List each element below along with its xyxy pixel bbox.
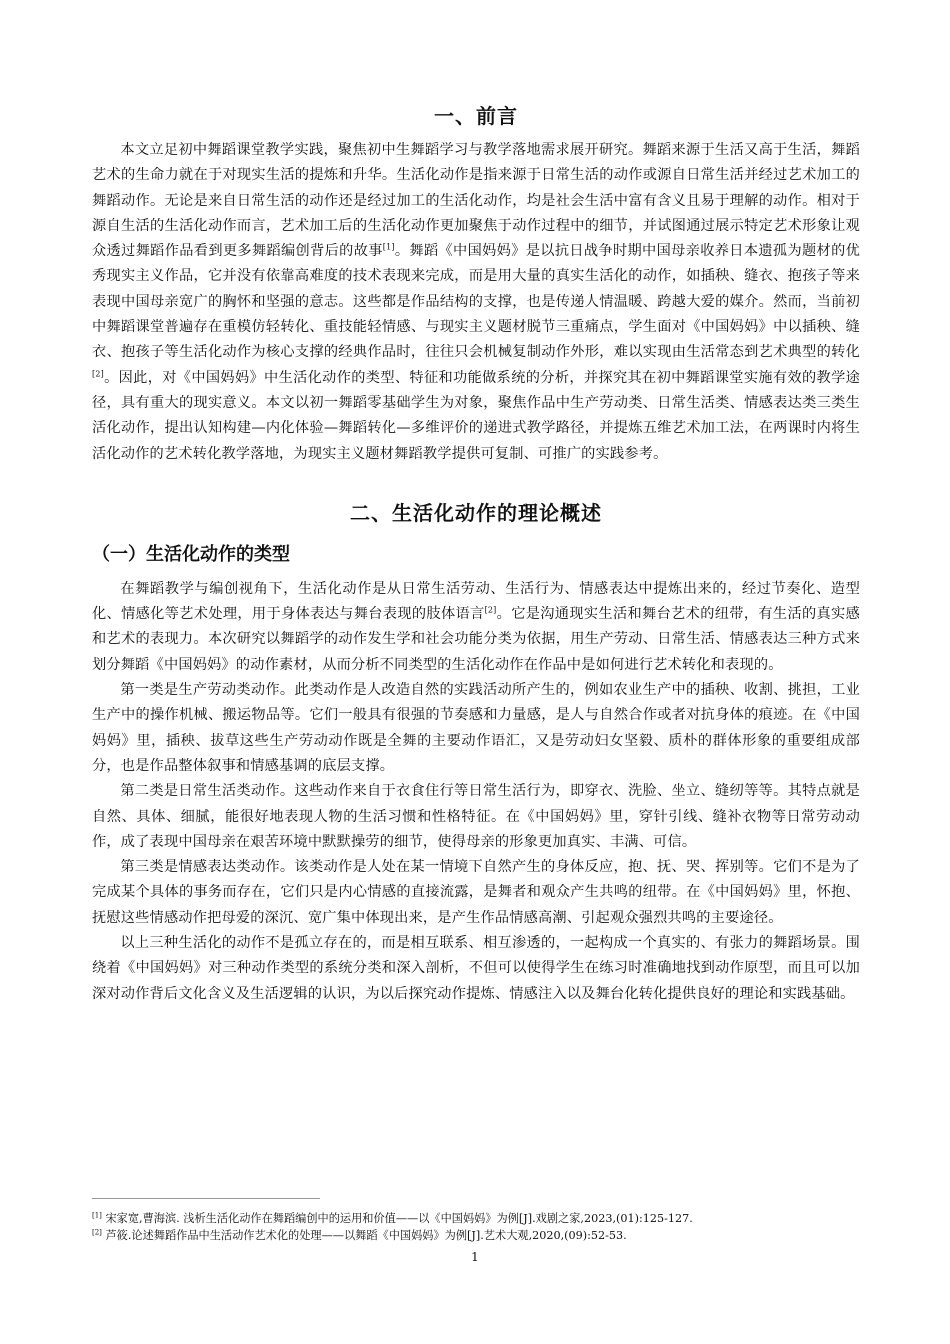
paragraph-definition [92,577,860,678]
intro-text-2: 。舞蹈《中国妈妈》是以抗日战争时期中国母亲收养日本遗孤为题材的优秀现实主义作品，它并没有依靠高难度的技术表现来完成，而是用大量的真实生活化的动作，如插秧、缝衣、抱孩子等来表现中国母亲宽广的胸怀和坚强的意志。这些都是作品结构的支撑，也是传递人情温暖、跨越大爱的媒介。然而，当前初中舞蹈课堂普遍存在重模仿轻转化、重技能轻情感、与现实主义题材脱节三重痛点，学生面对《中国妈妈》中以插秧、缝衣、抱孩子等生活化动作为核心支撑的经典作品时，往往只会机械复制动作外形，难以实现由生活常态到艺术典型的转化 [92,243,860,361]
citation-mark: [2] [92,368,104,378]
subsection-heading-types: （一）生活化动作的类型 [92,543,290,565]
footnote-mark: [1] [92,1211,102,1220]
footnote-text: 芦筱.论述舞蹈作品中生活动作艺术化的处理——以舞蹈《中国妈妈》为例[J].艺术大观,2020,(09):52-53. [105,1229,627,1242]
citation-mark: [2] [484,605,497,615]
intro-text-3: 。因此，对《中国妈妈》中生活化动作的类型、特征和功能做系统的分析，并探究其在初中舞蹈课堂实施有效的教学途径，具有重大的现实意义。本文以初一舞蹈零基础学生为对象，聚焦作品中生产劳动类、日常生活类、情感表达类三类生活化动作，提出认知构建—内化体验—舞蹈转化—多维评价的递进式教学路径，并提炼五维艺术加工法，在两课时内将生活化动作的艺术转化教学落地，为现实主义题材舞蹈教学提供可复制、可推广的实践参考。 [92,369,860,462]
paragraph-production-labor: 第一类是生产劳动类动作。此类动作是人改造自然的实践活动所产生的，例如农业生产中的插秧、收割、挑担，工业生产中的操作机械、搬运物品等。它们一般具有很强的节奏感和力量感，是人与自然合作或者对抗身体的痕迹。在《中国妈妈》里，插秧、拔草这些生产劳动动作既是全舞的主要动作语汇，又是劳动妇女坚毅、质朴的群体形象的重要组成部分，也是作品整体叙事和情感基调的底层支撑。 [92,682,860,774]
citation-mark: [1] [382,242,395,252]
intro-paragraph [92,138,860,467]
paragraph-text: 在舞蹈教学与编创视角下，生活化动作是从日常生活劳动、生活行为、情感表达中提炼出来的，经过节奏化、造型化、情感化等艺术处理，用于身体表达与舞台表现的肢体语言 [92,580,860,623]
section-heading-preface: 一、前言 [434,104,518,128]
footnote-text: 宋家宽,曹海滨. 浅析生活化动作在舞蹈编创中的运用和价值——以《中国妈妈》为例[J].戏剧之家,2023,(01):125-127. [105,1212,693,1225]
footnote-1 [92,1210,872,1227]
paragraph-summary: 以上三种生活化的动作不是孤立存在的，而是相互联系、相互渗透的，一起构成一个真实的、有张力的舞蹈场景。围绕着《中国妈妈》对三种动作类型的系统分类和深入剖析，不但可以使得学生在练习时准确地找到动作原型，而且可以加深对动作背后文化含义及生活逻辑的认识，为以后探究动作提炼、情感注入以及舞台化转化提供良好的理论和实践基础。 [92,935,860,1002]
section-heading-theory: 二、生活化动作的理论概述 [350,500,602,525]
main-content [92,100,860,1007]
intro-text-1: 本文立足初中舞蹈课堂教学实践，聚焦初中生舞蹈学习与教学落地需求展开研究。舞蹈来源于生活又高于生活，舞蹈艺术的生命力就在于对现实生活的提炼和升华。生活化动作是指来源于日常生活的动作或源自日常生活并经过艺术加工的舞蹈动作。无论是来自日常生活的动作还是经过加工的生活化动作，均是社会生活中富有含义且易于理解的动作。相对于源自生活的生活化动作而言，艺术加工后的生活化动作更加聚焦于动作过程中的细节，并试图通过展示特定艺术形象让观众透过舞蹈作品看到更多舞蹈编创背后的故事 [92,142,860,260]
paragraph-emotional-expression: 第三类是情感表达类动作。该类动作是人处在某一情境下自然产生的身体反应，抱、抚、哭、挥别等。它们不是为了完成某个具体的事务而存在，它们只是内心情感的直接流露，是舞者和观众产生共鸣的纽带。在《中国妈妈》里，怀抱、抚慰这些情感动作把母爱的深沉、宽广集中体现出来，是产生作品情感高潮、引起观众强烈共鸣的主要途径。 [92,859,860,926]
footnotes [92,1210,872,1244]
footnote-separator [92,1198,320,1199]
footnote-mark: [2] [92,1228,102,1237]
footnote-2 [92,1227,872,1244]
paragraph-text: 。它是沟通现实生活和舞台艺术的纽带，有生活的真实感和艺术的表现力。本次研究以舞蹈学的动作发生学和社会功能分类为依据，用生产劳动、日常生活、情感表达三种方式来划分舞蹈《中国妈妈》的动作素材，从而分析不同类型的生活化动作在作品中是如何进行艺术转化和表现的。 [92,606,860,673]
page-number: 1 [471,1250,479,1264]
paragraph-daily-life: 第二类是日常生活类动作。这些动作来自于衣食住行等日常生活行为，即穿衣、洗脸、坐立、缝纫等等。其特点就是自然、具体、细腻，能很好地表现人物的生活习惯和性格特征。在《中国妈妈》里，穿针引线、缝补衣物等日常劳动动作，成了表现中国母亲在艰苦环境中默默操劳的细节，使得母亲的形象更加真实、丰满、可信。 [92,783,860,850]
